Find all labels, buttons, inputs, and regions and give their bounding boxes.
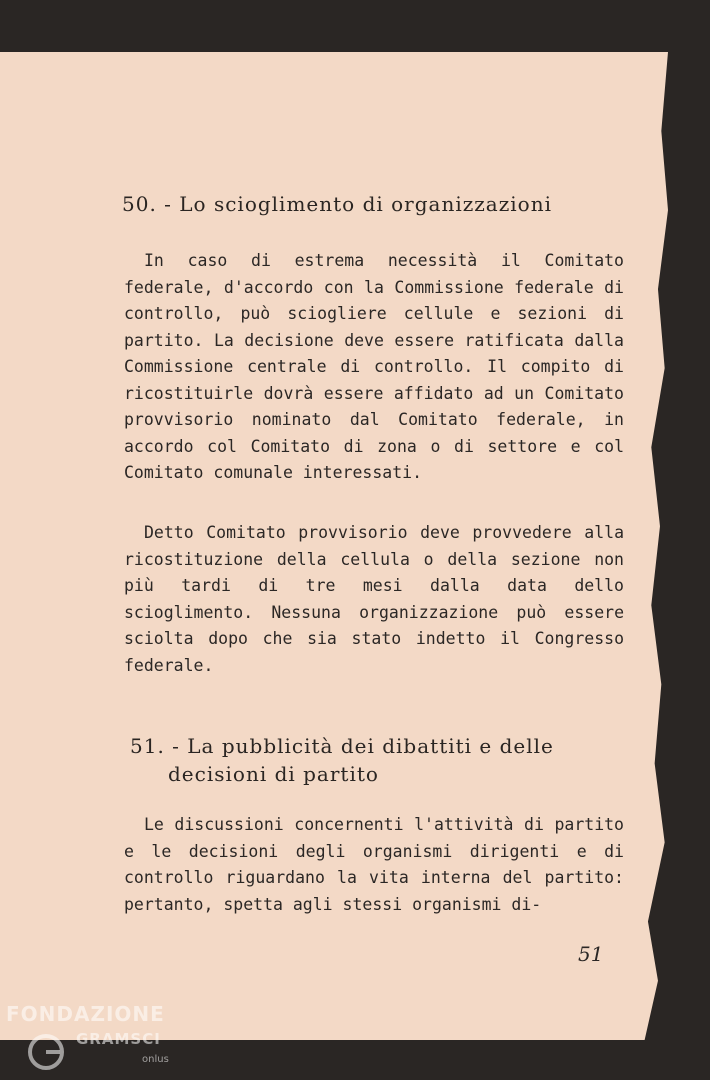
gramsci-logo-icon [26,1032,66,1072]
page-number: 51 [578,942,604,966]
watermark-line-2: GRAMSCI [76,1030,161,1048]
fondazione-gramsci-watermark [6,1002,169,1065]
watermark-line-1: FONDAZIONE [6,1002,165,1026]
section-50-paragraph-2: Detto Comitato provvisorio deve provvedere alla ricostituzione della cellula o della sezione non più tardi di tre mesi dalla data dello scioglimento. Nessuna organizzazione può essere sciolta dopo che sia stato indetto il Congresso federale. [124,523,624,675]
section-51-heading: 51. - La pubblicità dei dibattiti e delle [130,734,554,758]
section-51-paragraph-1: Le discussioni concernenti l'attività di partito e le decisioni degli organismi dirigenti e di controllo riguardano la vita interna del partito: pertanto, spetta agli stessi organismi di- [124,815,624,914]
section-50-paragraph-1: In caso di estrema necessità il Comitato federale, d'accordo con la Commissione federale di controllo, può sciogliere cellule e sezioni di partito. La decisione deve essere ratificata dalla Commissione centrale di controllo. Il compito di ricostituirle dovrà essere affidato ad un Comitato provvisorio nominato dal Comitato federale, in accordo col Comitato di zona o di settore e col Comitato comunale interessati. [124,251,624,482]
watermark-line-3: onlus [142,1054,169,1065]
section-51-heading-continued: decisioni di partito [168,762,379,786]
section-50-heading: 50. - Lo scioglimento di organizzazioni [122,192,552,216]
